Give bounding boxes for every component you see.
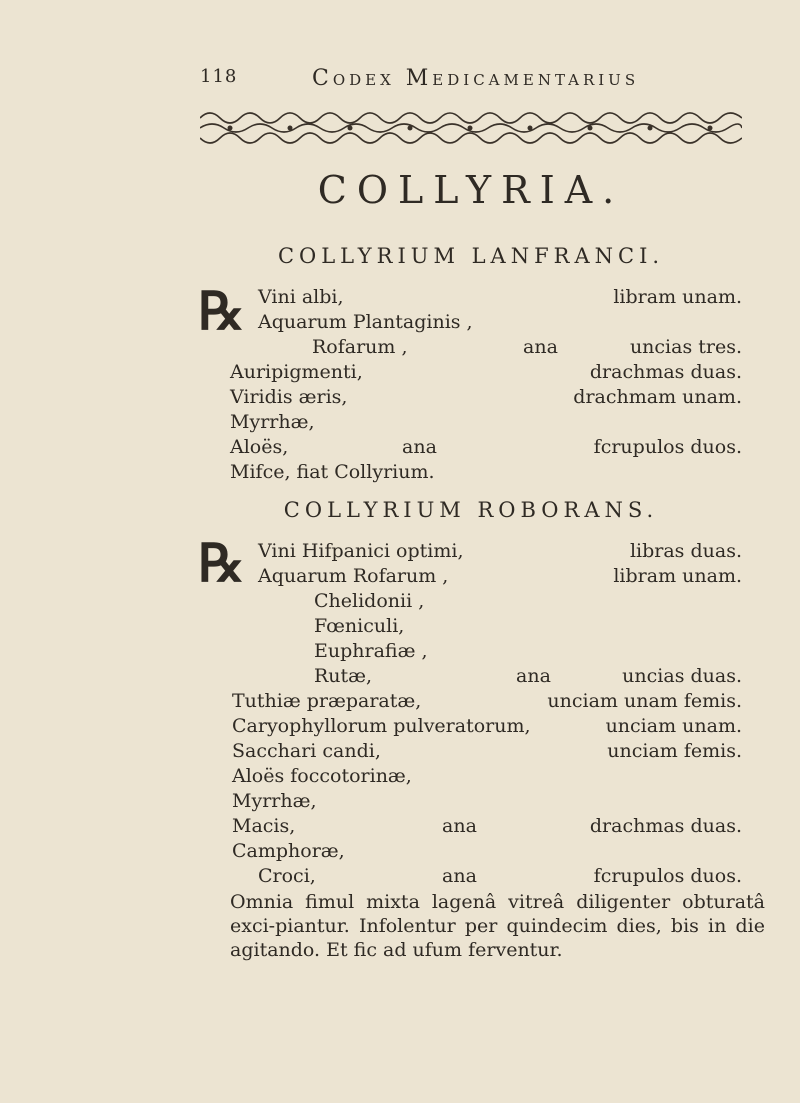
recipe-line-amount: drachmas duas. <box>589 361 742 383</box>
recipe-line-amount: uncias duas. <box>622 665 742 687</box>
running-head: Codex Medicamentarius <box>312 66 640 91</box>
recipe-instructions <box>230 890 765 962</box>
recipe-line-amount: unciam unam. <box>605 715 742 737</box>
recipe-line-amount: libram unam. <box>613 286 742 308</box>
recipe-symbol: ℞ <box>198 281 245 342</box>
recipe-line-amount: libram unam. <box>613 565 742 587</box>
recipe-line-amount: libras duas. <box>629 540 742 562</box>
recipe-line-item: Aloës foccotorinæ, <box>232 765 412 787</box>
recipe-line-item: Rofarum , <box>312 336 408 358</box>
recipe-line-item: Vini Hifpanici optimi, <box>258 540 464 562</box>
recipe-title-lanfranci: COLLYRIUM LANFRANCI. <box>277 244 665 268</box>
recipe-line-item: Camphoræ, <box>232 840 345 862</box>
recipe-line-item: Auripigmenti, <box>230 361 363 383</box>
recipe-line-item: Caryophyllorum pulveratorum, <box>232 715 531 737</box>
recipe-symbol: ℞ <box>198 533 245 594</box>
recipe-line-amount: unciam unam femis. <box>547 690 742 712</box>
recipe-line-item: Sacchari candi, <box>232 740 381 762</box>
recipe-line-ana: ana <box>442 815 477 837</box>
ornament-graphic <box>200 108 742 148</box>
page-number: 118 <box>200 66 238 87</box>
recipe-line-item: Aquarum Rofarum , <box>258 565 449 587</box>
recipe-line-item: Aquarum Plantaginis , <box>258 311 473 333</box>
recipe-line-item: Tuthiæ præparatæ, <box>232 690 422 712</box>
recipe-line-ana: ana <box>523 336 558 358</box>
recipe-line-item: Aloës, <box>230 436 289 458</box>
recipe-line-amount: drachmam unam. <box>573 386 742 408</box>
recipe-line-amount: uncias tres. <box>629 336 742 358</box>
recipe-line-ana: ana <box>402 436 437 458</box>
recipe-line-item: Fœniculi, <box>314 615 405 637</box>
recipe-line-item: Myrrhæ, <box>230 411 315 433</box>
recipe-line-item: Rutæ, <box>314 665 373 687</box>
recipe-line-item: Croci, <box>258 865 316 887</box>
section-title: COLLYRIA. <box>317 168 625 212</box>
recipe-line-item: Macis, <box>232 815 296 837</box>
instructions-paragraph: Omnia fimul mixta lagenâ vitreâ diligenter obturatâ exci-piantur. Infolentur per quindecim dies, bis in die agitando. Et fic ad ufum ferventur. <box>230 891 765 961</box>
recipe-line-item: Euphrafiæ , <box>314 640 428 662</box>
recipe-line-item: Viridis æris, <box>230 386 348 408</box>
decorative-band <box>200 108 742 148</box>
recipe-line-item: Myrrhæ, <box>232 790 317 812</box>
recipe-instruction: Mifce, fiat Collyrium. <box>230 461 435 483</box>
recipe-line-item: Chelidonii , <box>314 590 425 612</box>
recipe-line-amount: unciam femis. <box>607 740 742 762</box>
recipe-line-item: Vini albi, <box>258 286 344 308</box>
page-header <box>200 66 740 90</box>
recipe-line-ana: ana <box>516 665 551 687</box>
recipe-line-ana: ana <box>442 865 477 887</box>
recipe-line-amount: drachmas duas. <box>589 815 742 837</box>
recipe-line-amount: fcrupulos duos. <box>593 436 742 458</box>
recipe-line-amount: fcrupulos duos. <box>593 865 742 887</box>
recipe-title-roborans: COLLYRIUM ROBORANS. <box>283 498 659 522</box>
